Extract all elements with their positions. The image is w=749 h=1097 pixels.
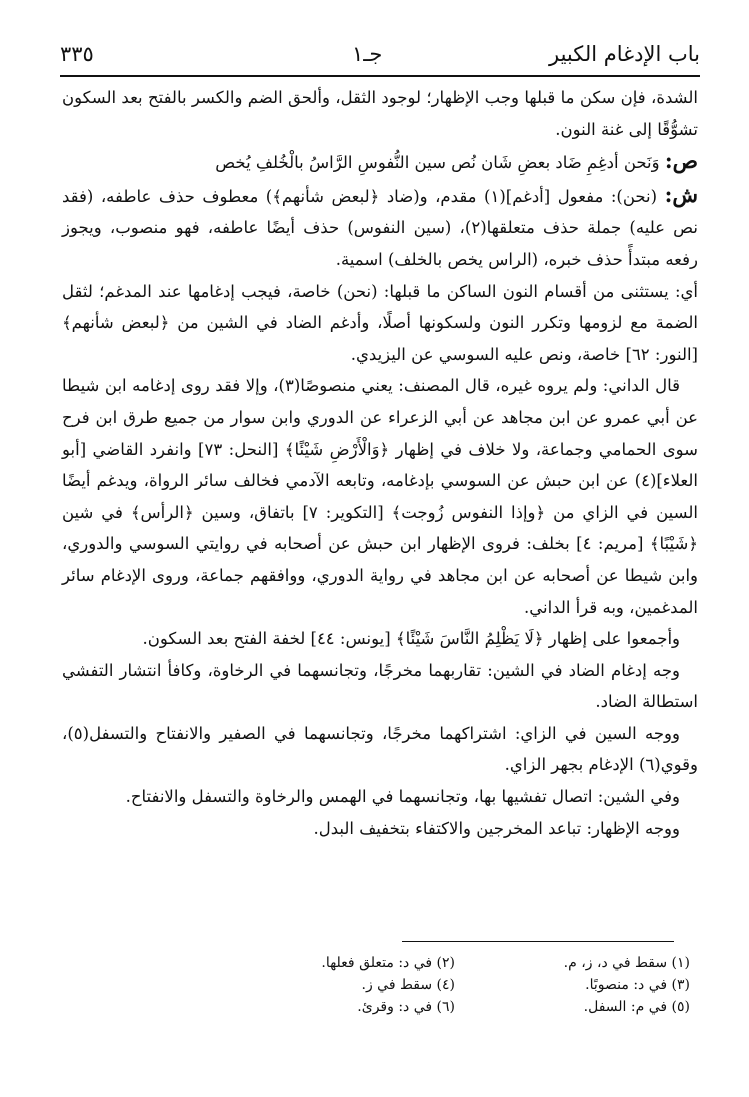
- footnote-row: [170, 974, 690, 996]
- commentary-marker: ش:: [664, 181, 698, 207]
- footnote-2: (٢) في د: متعلق فعلها.: [321, 955, 455, 971]
- paragraph-6: وأجمعوا على إظهار ﴿لَا يَظْلِمُ النَّاسَ شَيْئًا﴾ [يونس: ٤٤] لخفة الفتح بعد السكون.: [142, 629, 680, 649]
- footnote-rule: [402, 941, 674, 942]
- paragraph-5: قال الداني: ولم يروه غيره، قال المصنف: يعني منصوصًا(٣)، وإلا فقد روى إدغامه ابن شيطا عن أبي عمرو عن ابن مجاهد عن أبي الزعراء عن الدوري وابن سوار من جميع طرق ابن فرح سوى الحمامي وجماعة، ولا خلاف في إظهار ﴿وَالْأَرْضِ شَيْئًا﴾ [النحل: ٧٣] وانفرد القاضي [أبو العلاء](٤) عن ابن حبش عن السوسي بإدغامه، وتابعه الآدمي فخالف سائر الرواة، ويدغم أيضًا السين في الزاي من ﴿وإذا النفوس زُوجت﴾ [التكوير: ٧] باتفاق، وسين ﴿الرأس﴾ في شين ﴿شَيْبًا﴾ [مريم: ٤] بخلف: فروى الإظهار ابن حبش عن أصحابه في روايتي السوسي والدوري، وابن شيطا عن أصحابه عن ابن مجاهد في رواية الدوري، ووافقهم جماعة، وروى الإدغام سائر المدغمين، وبه قرأ الداني.: [62, 376, 698, 617]
- paragraph-7: وجه إدغام الضاد في الشين: تقاربهما مخرجًا، وتجانسهما في الرخاوة، وكافأ انتشار التفشي استطالة الضاد.: [62, 660, 698, 712]
- footnote-3: (٣) في د: منصوبًا.: [585, 977, 690, 993]
- verse-text: وَنَحن أدغِمِ ضَاد بعضِ شَان نُص سين النُّفوسِ الرَّاسُ بالْخُلفِ يُخص: [215, 153, 660, 173]
- poem-verse: [62, 145, 698, 179]
- paragraph-9: وفي الشين: اتصال تفشيها بها، وتجانسهما في الهمس والرخاوة والتسفل والانفتاح.: [125, 787, 680, 807]
- paragraph-8: ووجه السين في الزاي: اشتراكهما مخرجًا، وتجانسهما في الصفير والانفتاح والتسفل(٥)، وقوي(٦) الإدغام بجهر الزاي.: [62, 723, 698, 775]
- footnote-row: [170, 996, 690, 1018]
- footnotes: [170, 952, 690, 1018]
- page-number: ٣٣٥: [60, 42, 94, 66]
- volume-label: جـ١: [352, 42, 383, 66]
- commentary-text: (نحن): مفعول [أدغم](١) مقدم، و(ضاد ﴿لبعض شأنهم﴾) معطوف حذف عاطفه، (فقد نص عليه) جملة حذف متعلقها(٢)، (سين النفوس) حذف أيضًا عاطفه، فهو منصوب، ويجوز رفعه مبتدأً حذف خبره، (الراس يخص بالخلف) اسمية.: [62, 186, 698, 269]
- footnote-row: [170, 952, 690, 974]
- footnote-6: (٦) في د: وقرئ.: [357, 999, 455, 1015]
- chapter-title: باب الإدغام الكبير: [549, 42, 700, 66]
- footnote-5: (٥) في م: السفل.: [583, 999, 690, 1015]
- paragraph-4: أي: يستثنى من أقسام النون الساكن ما قبلها: (نحن) خاصة، فيجب إدغامها عند المدغم؛ لثقل الضمة مع لزومها وتكرر النون ولسكونها أصلًا، وأدغم الضاد في الشين من ﴿لبعض شأنهم﴾ [النور: ٦٢] خاصة، ونص عليه السوسي عن اليزيدي.: [62, 281, 698, 364]
- verse-marker: ص:: [664, 148, 698, 174]
- footnote-1: (١) سقط في د، ز، م.: [563, 955, 690, 971]
- main-text: [62, 82, 698, 844]
- footnote-4: (٤) سقط في ز.: [361, 977, 455, 993]
- paragraph-10: ووجه الإظهار: تباعد المخرجين والاكتفاء بتخفيف البدل.: [313, 818, 680, 838]
- commentary-paragraph: [62, 179, 698, 276]
- header-rule: [60, 75, 700, 77]
- paragraph-1: الشدة، فإن سكن ما قبلها وجب الإظهار؛ لوجود الثقل، وألحق الضم والكسر بالفتح بعد السكون تشوُّقًا إلى غنة النون.: [62, 88, 698, 139]
- running-header: [60, 36, 700, 76]
